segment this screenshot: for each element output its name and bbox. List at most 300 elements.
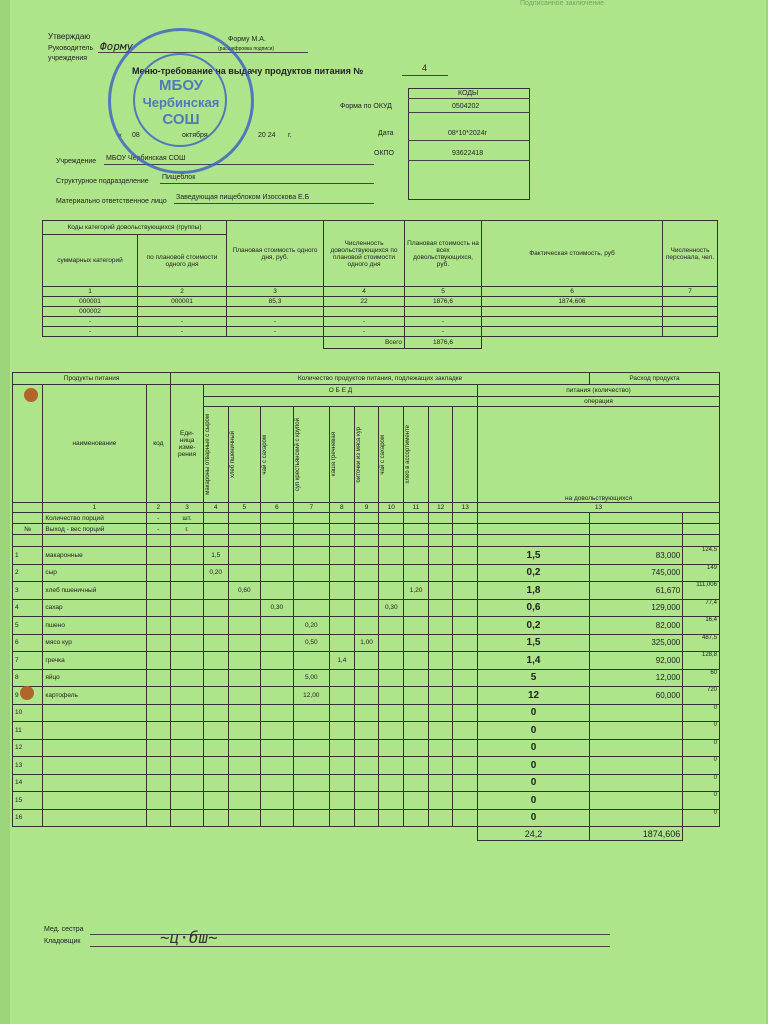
table-row: 6 мясо кур 0,50 1,00 1,5 325,000 487,5 bbox=[13, 634, 720, 652]
price-cell bbox=[589, 739, 682, 757]
total-qty-cell: 0 bbox=[478, 757, 590, 775]
table-cell: 000002 bbox=[43, 307, 138, 317]
qty-cell bbox=[228, 669, 260, 687]
col-number: 2 bbox=[146, 503, 171, 513]
total-qty-cell: 0 bbox=[478, 809, 590, 827]
qty-cell bbox=[293, 599, 329, 617]
qty-cell bbox=[404, 652, 429, 670]
qty-cell bbox=[379, 652, 404, 670]
table-row bbox=[43, 297, 718, 307]
table-cell bbox=[663, 297, 718, 307]
table-cell: - bbox=[324, 317, 405, 327]
qty-cell bbox=[203, 704, 228, 722]
qty-cell bbox=[354, 704, 379, 722]
table-cell: 1874,606 bbox=[482, 297, 663, 307]
table-cell: - bbox=[138, 327, 227, 337]
cat-total: 1876,6 bbox=[405, 337, 482, 349]
table-row: 16 0 0 bbox=[13, 809, 720, 827]
qty-cell bbox=[330, 617, 355, 635]
qty-cell bbox=[379, 669, 404, 687]
sum-cell: 0 bbox=[683, 722, 720, 740]
col-number: 8 bbox=[330, 503, 355, 513]
total-qty-cell: 1,4 bbox=[478, 652, 590, 670]
qty-cell bbox=[228, 547, 260, 565]
table-cell bbox=[324, 307, 405, 317]
qty-cell bbox=[261, 739, 293, 757]
qty-cell bbox=[203, 739, 228, 757]
qty-cell bbox=[379, 547, 404, 565]
qty-cell bbox=[379, 757, 404, 775]
qty-cell bbox=[228, 687, 260, 705]
signature-text: Форму bbox=[100, 40, 134, 53]
dish-header bbox=[453, 407, 478, 503]
dish-header: суп крестьянский с крупой bbox=[293, 407, 329, 503]
table-row bbox=[43, 327, 718, 337]
qty-cell bbox=[261, 652, 293, 670]
qty-cell bbox=[293, 704, 329, 722]
qty-cell bbox=[354, 774, 379, 792]
qty-cell bbox=[354, 809, 379, 827]
qty-cell bbox=[379, 582, 404, 600]
total-qty-cell: 0 bbox=[478, 739, 590, 757]
keeper-signature: ~ц⋅бш~ bbox=[160, 928, 218, 947]
qty-cell bbox=[228, 722, 260, 740]
doc-title: Меню-требование на выдачу продуктов питания № bbox=[132, 66, 364, 76]
qty-cell bbox=[379, 617, 404, 635]
qty-cell bbox=[354, 547, 379, 565]
qty-cell bbox=[261, 564, 293, 582]
qty-cell bbox=[404, 722, 429, 740]
qty-cell bbox=[379, 792, 404, 810]
product-name bbox=[43, 704, 146, 722]
table-cell bbox=[482, 307, 663, 317]
product-name: яйцо bbox=[43, 669, 146, 687]
qty-cell bbox=[203, 774, 228, 792]
qty-cell bbox=[330, 669, 355, 687]
qty-cell: 0,60 bbox=[228, 582, 260, 600]
col-number: 5 bbox=[228, 503, 260, 513]
col-number: 7 bbox=[663, 287, 718, 297]
sum-cell: 0 bbox=[683, 792, 720, 810]
product-name bbox=[43, 739, 146, 757]
qty-cell bbox=[354, 722, 379, 740]
qty-cell bbox=[379, 704, 404, 722]
doc-number: 4 bbox=[422, 63, 428, 73]
qty-cell bbox=[228, 774, 260, 792]
nurse-label: Мед. сестра bbox=[44, 926, 84, 933]
table-row: 9 картофель 12,00 12 60,000 720 bbox=[13, 687, 720, 705]
qty-cell bbox=[354, 582, 379, 600]
product-name: хлеб пшеничный bbox=[43, 582, 146, 600]
head-label: Руководитель учреждения bbox=[48, 45, 94, 62]
table-row: 2 сыр 0,20 0,2 745,000 149 bbox=[13, 564, 720, 582]
table-row: 5 пшено 0,20 0,2 82,000 16,4 bbox=[13, 617, 720, 635]
table-row: 11 0 0 bbox=[13, 722, 720, 740]
qty-cell bbox=[261, 547, 293, 565]
qty-cell bbox=[330, 547, 355, 565]
sum-cell: 128,8 bbox=[683, 652, 720, 670]
top-right-note: Подписанное заключение bbox=[520, 0, 605, 7]
qty-cell bbox=[293, 582, 329, 600]
col-number: 6 bbox=[482, 287, 663, 297]
table-cell bbox=[663, 327, 718, 337]
qty-cell bbox=[379, 809, 404, 827]
table-row: 3 хлеб пшеничный 0,60 1,20 1,8 61,670 111,006 bbox=[13, 582, 720, 600]
total-sum: 1874,606 bbox=[589, 827, 682, 841]
food-table: Продукты питания Количество продуктов питания, подлежащих закладке Расход продукта наименование код Еди- ница изме- рения О Б Е Д питания (количество) операция макароны отварные с сыром хлеб пшеничный чай с сахаром суп крестьянский с крупой каша гречневая биточки из мяса кур чай с сахаром хлеб в ассортименте на довольствующихся 1 2 3 4 5 6 7 8 9 10 11 12 13 13 Количество порций - шт. № Выход - вес порций - г. 1 макаронные 1,5 1,5 83,000 124,5 2 сыр 0,20 0,2 745,000 149 3 хлеб пшеничный 0,60 1,20 1,8 61,670 111,006 4 сахар 0,30 0,30 0,6 129,000 77,4 5 пшено 0,20 0,2 82,000 16,4 6 мясо кур 0,50 1,00 1,5 325,000 487,5 7 гречка 1,4 1,4 92,000 128,8 8 яйцо 5,00 5 12,000 60 9 картофель 12,00 12 60,000 720 10 0 0 11 0 0 12 0 0 13 0 0 14 0 0 15 0 0 16 0 0 24,2 1874,606 bbox=[12, 372, 720, 841]
dish-header: каша гречневая bbox=[330, 407, 355, 503]
total-qty-cell: 0,2 bbox=[478, 564, 590, 582]
table-cell: - bbox=[43, 317, 138, 327]
qty-cell bbox=[404, 792, 429, 810]
sum-cell: 487,5 bbox=[683, 634, 720, 652]
col-number: 9 bbox=[354, 503, 379, 513]
price-cell bbox=[589, 809, 682, 827]
total-qty-cell: 1,5 bbox=[478, 547, 590, 565]
qty-cell bbox=[293, 774, 329, 792]
responsible-person: Заведующая пищеблоком Изосскова Е.Б bbox=[176, 194, 310, 201]
total-qty-cell: 0 bbox=[478, 722, 590, 740]
qty-cell bbox=[404, 774, 429, 792]
table-cell: - bbox=[405, 317, 482, 327]
table-cell bbox=[663, 307, 718, 317]
qty-cell bbox=[228, 564, 260, 582]
qty-cell bbox=[330, 564, 355, 582]
qty-cell: 12,00 bbox=[293, 687, 329, 705]
product-name bbox=[43, 774, 146, 792]
qty-cell bbox=[203, 652, 228, 670]
qty-cell: 0,50 bbox=[293, 634, 329, 652]
col-number: 12 bbox=[428, 503, 453, 513]
total-qty-cell: 1,8 bbox=[478, 582, 590, 600]
table-cell bbox=[227, 307, 324, 317]
total-qty-cell: 0 bbox=[478, 704, 590, 722]
col-number: 1 bbox=[43, 503, 146, 513]
dish-header: чай с сахаром bbox=[379, 407, 404, 503]
table-row: Количество порций - шт. bbox=[13, 513, 720, 524]
table-cell: 000001 bbox=[138, 297, 227, 307]
price-cell: 60,000 bbox=[589, 687, 682, 705]
category-table: Коды категорий довольствующихся (группы) Плановая стоимость одного дня, руб. Численность довольствующихся по плановой стоимости одного дня Плановая стоимость на всех довольствующихся, руб. Фактическая стоимость, руб Численность персонала, чел. суммарных категорий по плановой стоимости одного дня 1 2 3 4 5 6 7 000001 000001 85,3 22 1876,6 1874,606 000002 - - - - - - - - - - Всего 1876,6 bbox=[42, 220, 718, 349]
product-name: картофель bbox=[43, 687, 146, 705]
price-cell bbox=[589, 792, 682, 810]
document-sheet: Подписанное заключение Утверждаю Руководитель учреждения Форму Форму М.А. (расшифровка подписи) Меню-требование на выдачу продуктов питания № 4 КОДЫ Форма по ОКУД 0504202 « 08 октября 20 24 г. Дата 08*10*2024г ОКПО 93622418 Учреждение МБОУ Чербинская СОШ Структурное подразделение Пищеблок Материально ответственное лицо Заведующая пищеблоком Изосскова Е.Б МБОУ Чербинская СОШ Коды категорий довольствующихся (группы) Плановая стоимость одного дня, руб. Численность довольствующихся по плановой стоимости одного дня Плановая стоимость на всех довольствующихся, руб. Фактическая стоимость, руб Численность персонала, чел. суммарных категорий по плановой стоимости одного дня 1 2 3 4 5 6 7 000001 000001 85,3 22 1876,6 1874,606 000002 - - - - - - - - - - Всего 1876,6 Продукты питания Количество продуктов питания, подлежащих закладке Расход продукта наименование код Еди- ница изме- рения О Б Е Д питания (количество) операция макароны отварные с сыром хлеб пшеничный чай с сахаром суп крестьянский с крупой каша гречневая биточки из мяса кур чай с сахаром хлеб в ассортименте на довольствующихся 1 2 3 4 5 6 7 8 9 10 11 12 13 13 Количество порций - шт. № Выход - вес порций - г. 1 макаронные 1,5 1,5 83,000 124,5 2 сыр 0,20 0,2 745,000 149 3 хлеб пшеничный 0,60 1,20 1,8 61,670 111,006 4 сахар 0,30 0,30 0,6 129,000 77,4 5 пшено 0,20 0,2 82,000 16,4 6 мясо кур 0,50 1,00 1,5 325,000 487,5 7 гречка 1,4 1,4 92,000 128,8 8 яйцо 5,00 5 12,000 60 9 картофель 12,00 12 60,000 720 10 0 0 11 0 0 12 0 0 13 0 0 14 0 0 15 0 0 16 0 0 24,2 1874,606 Мед. сестра Кладовщик ~ц⋅бш~ bbox=[10, 0, 766, 1024]
table-row: 10 0 0 bbox=[13, 704, 720, 722]
qty-cell: 0,20 bbox=[293, 617, 329, 635]
sum-cell: 0 bbox=[683, 774, 720, 792]
total-qty: 24,2 bbox=[478, 827, 590, 841]
qty-cell bbox=[261, 582, 293, 600]
qty-cell bbox=[261, 809, 293, 827]
institution: МБОУ Чербинская СОШ bbox=[106, 155, 186, 162]
qty-cell bbox=[379, 564, 404, 582]
col-number: 5 bbox=[405, 287, 482, 297]
qty-cell bbox=[404, 757, 429, 775]
table-row: 7 гречка 1,4 1,4 92,000 128,8 bbox=[13, 652, 720, 670]
qty-cell: 1,4 bbox=[330, 652, 355, 670]
qty-cell bbox=[354, 669, 379, 687]
date-month: октября bbox=[182, 132, 208, 139]
qty-cell bbox=[261, 792, 293, 810]
sum-cell: 16,4 bbox=[683, 617, 720, 635]
table-row: № Выход - вес порций - г. bbox=[13, 524, 720, 535]
price-cell: 12,000 bbox=[589, 669, 682, 687]
col-number: 4 bbox=[203, 503, 228, 513]
qty-cell bbox=[404, 564, 429, 582]
sum-cell: 77,4 bbox=[683, 599, 720, 617]
col-number: 10 bbox=[379, 503, 404, 513]
product-name bbox=[43, 757, 146, 775]
table-cell: 22 bbox=[324, 297, 405, 307]
table-row: 4 сахар 0,30 0,30 0,6 129,000 77,4 bbox=[13, 599, 720, 617]
qty-cell bbox=[261, 687, 293, 705]
qty-cell bbox=[330, 739, 355, 757]
qty-cell bbox=[404, 617, 429, 635]
qty-cell bbox=[261, 634, 293, 652]
sum-cell: 0 bbox=[683, 704, 720, 722]
qty-cell bbox=[203, 757, 228, 775]
price-cell: 745,000 bbox=[589, 564, 682, 582]
qty-cell bbox=[228, 617, 260, 635]
table-row: 12 0 0 bbox=[13, 739, 720, 757]
qty-cell bbox=[404, 739, 429, 757]
sum-cell: 124,5 bbox=[683, 547, 720, 565]
qty-cell bbox=[261, 757, 293, 775]
qty-cell bbox=[261, 704, 293, 722]
qty-cell bbox=[330, 687, 355, 705]
col-number: 11 bbox=[404, 503, 429, 513]
product-name: сыр bbox=[43, 564, 146, 582]
qty-cell bbox=[404, 809, 429, 827]
table-cell: - bbox=[227, 317, 324, 327]
qty-cell bbox=[293, 722, 329, 740]
price-cell bbox=[589, 704, 682, 722]
okud-code: 0504202 bbox=[452, 103, 480, 110]
total-qty-cell: 1,5 bbox=[478, 634, 590, 652]
table-row: 15 0 0 bbox=[13, 792, 720, 810]
qty-cell bbox=[379, 634, 404, 652]
price-cell: 129,000 bbox=[589, 599, 682, 617]
keeper-label: Кладовщик bbox=[44, 938, 81, 945]
table-cell bbox=[482, 327, 663, 337]
qty-cell: 5,00 bbox=[293, 669, 329, 687]
qty-cell bbox=[330, 582, 355, 600]
qty-cell bbox=[379, 774, 404, 792]
col-number: 3 bbox=[227, 287, 324, 297]
qty-cell bbox=[261, 722, 293, 740]
okpo-code: 93622418 bbox=[452, 150, 484, 157]
qty-cell: 1,00 bbox=[354, 634, 379, 652]
qty-cell bbox=[404, 687, 429, 705]
product-name bbox=[43, 792, 146, 810]
qty-cell bbox=[293, 757, 329, 775]
qty-cell bbox=[330, 774, 355, 792]
official-stamp: МБОУ Чербинская СОШ bbox=[108, 28, 254, 174]
qty-cell bbox=[228, 704, 260, 722]
qty-cell bbox=[354, 687, 379, 705]
table-row: 1 макаронные 1,5 1,5 83,000 124,5 bbox=[13, 547, 720, 565]
price-cell: 83,000 bbox=[589, 547, 682, 565]
table-cell bbox=[482, 317, 663, 327]
qty-cell bbox=[228, 652, 260, 670]
qty-cell bbox=[228, 757, 260, 775]
product-name: мясо кур bbox=[43, 634, 146, 652]
qty-cell bbox=[203, 617, 228, 635]
qty-cell bbox=[203, 722, 228, 740]
qty-cell bbox=[261, 774, 293, 792]
dish-header: хлеб пшеничный bbox=[228, 407, 260, 503]
qty-cell bbox=[404, 669, 429, 687]
dish-header: хлеб в ассортименте bbox=[404, 407, 429, 503]
total-qty-cell: 0,2 bbox=[478, 617, 590, 635]
sum-cell: 60 bbox=[683, 669, 720, 687]
qty-cell bbox=[203, 669, 228, 687]
wax-mark bbox=[24, 388, 38, 402]
table-cell: - bbox=[324, 327, 405, 337]
product-name: гречка bbox=[43, 652, 146, 670]
qty-cell bbox=[203, 687, 228, 705]
qty-cell bbox=[354, 652, 379, 670]
sum-cell: 149 bbox=[683, 564, 720, 582]
qty-cell bbox=[293, 739, 329, 757]
price-cell: 82,000 bbox=[589, 617, 682, 635]
price-cell bbox=[589, 722, 682, 740]
price-cell: 92,000 bbox=[589, 652, 682, 670]
table-cell: - bbox=[138, 317, 227, 327]
table-row: 8 яйцо 5,00 5 12,000 60 bbox=[13, 669, 720, 687]
sign-hint: (расшифровка подписи) bbox=[218, 46, 275, 52]
product-name: сахар bbox=[43, 599, 146, 617]
qty-cell bbox=[404, 599, 429, 617]
date-year: 20 24 bbox=[258, 132, 276, 139]
col-number: 3 bbox=[171, 503, 204, 513]
qty-cell: 0,20 bbox=[203, 564, 228, 582]
qty-cell bbox=[330, 599, 355, 617]
table-row bbox=[43, 317, 718, 327]
table-row bbox=[43, 307, 718, 317]
approve-label: Утверждаю bbox=[48, 32, 91, 41]
qty-cell bbox=[261, 617, 293, 635]
qty-cell bbox=[261, 669, 293, 687]
date-code: 08*10*2024г bbox=[448, 130, 488, 137]
total-qty-cell: 0,6 bbox=[478, 599, 590, 617]
col-number: 6 bbox=[261, 503, 293, 513]
qty-cell bbox=[354, 757, 379, 775]
qty-cell bbox=[228, 739, 260, 757]
table-cell bbox=[663, 317, 718, 327]
wax-mark bbox=[20, 686, 34, 700]
col-number: 4 bbox=[324, 287, 405, 297]
date-day: 08 bbox=[132, 132, 140, 139]
table-cell: - bbox=[43, 327, 138, 337]
dish-header bbox=[428, 407, 453, 503]
department: Пищеблок bbox=[162, 174, 196, 181]
qty-cell bbox=[330, 809, 355, 827]
sum-cell: 0 bbox=[683, 757, 720, 775]
qty-cell bbox=[379, 739, 404, 757]
table-cell: - bbox=[405, 327, 482, 337]
qty-cell: 1,5 bbox=[203, 547, 228, 565]
price-cell: 61,670 bbox=[589, 582, 682, 600]
sum-cell: 0 bbox=[683, 809, 720, 827]
qty-cell: 1,20 bbox=[404, 582, 429, 600]
table-cell bbox=[405, 307, 482, 317]
col-number: 2 bbox=[138, 287, 227, 297]
qty-cell bbox=[379, 722, 404, 740]
qty-cell bbox=[203, 792, 228, 810]
total-qty-cell: 0 bbox=[478, 774, 590, 792]
qty-cell bbox=[293, 547, 329, 565]
sum-cell: 111,006 bbox=[683, 582, 720, 600]
qty-cell bbox=[330, 757, 355, 775]
qty-cell bbox=[228, 792, 260, 810]
qty-cell bbox=[228, 599, 260, 617]
price-cell bbox=[589, 757, 682, 775]
price-cell bbox=[589, 774, 682, 792]
table-cell: 85,3 bbox=[227, 297, 324, 307]
qty-cell: 0,30 bbox=[379, 599, 404, 617]
total-qty-cell: 0 bbox=[478, 792, 590, 810]
price-cell: 325,000 bbox=[589, 634, 682, 652]
sum-cell: 720 bbox=[683, 687, 720, 705]
qty-cell bbox=[293, 652, 329, 670]
qty-cell bbox=[404, 634, 429, 652]
qty-cell bbox=[330, 792, 355, 810]
table-cell: 1876,6 bbox=[405, 297, 482, 307]
dish-header: биточки из мяса кур bbox=[354, 407, 379, 503]
qty-cell bbox=[404, 704, 429, 722]
qty-cell bbox=[203, 634, 228, 652]
head-name: Форму М.А. bbox=[228, 36, 266, 43]
sum-cell: 0 bbox=[683, 739, 720, 757]
qty-cell bbox=[404, 547, 429, 565]
qty-cell bbox=[354, 599, 379, 617]
product-name bbox=[43, 722, 146, 740]
total-qty-cell: 12 bbox=[478, 687, 590, 705]
table-cell: 000001 bbox=[43, 297, 138, 307]
qty-cell bbox=[228, 634, 260, 652]
col-number: 1 bbox=[43, 287, 138, 297]
product-name: макаронные bbox=[43, 547, 146, 565]
product-name: пшено bbox=[43, 617, 146, 635]
qty-cell bbox=[203, 582, 228, 600]
qty-cell bbox=[354, 617, 379, 635]
qty-cell bbox=[228, 809, 260, 827]
qty-cell bbox=[354, 739, 379, 757]
product-name bbox=[43, 809, 146, 827]
dish-header: макароны отварные с сыром bbox=[203, 407, 228, 503]
qty-cell bbox=[293, 564, 329, 582]
table-row: 13 0 0 bbox=[13, 757, 720, 775]
col-number: 13 bbox=[453, 503, 478, 513]
qty-cell bbox=[293, 792, 329, 810]
col-number: 7 bbox=[293, 503, 329, 513]
qty-cell bbox=[203, 599, 228, 617]
qty-cell: 0,30 bbox=[261, 599, 293, 617]
qty-cell bbox=[354, 564, 379, 582]
qty-cell bbox=[203, 809, 228, 827]
qty-cell bbox=[354, 792, 379, 810]
qty-cell bbox=[379, 687, 404, 705]
dish-header: чай с сахаром bbox=[261, 407, 293, 503]
qty-cell bbox=[330, 634, 355, 652]
table-cell bbox=[138, 307, 227, 317]
table-row: 14 0 0 bbox=[13, 774, 720, 792]
qty-cell bbox=[330, 722, 355, 740]
total-qty-cell: 5 bbox=[478, 669, 590, 687]
table-cell: - bbox=[227, 327, 324, 337]
qty-cell bbox=[330, 704, 355, 722]
